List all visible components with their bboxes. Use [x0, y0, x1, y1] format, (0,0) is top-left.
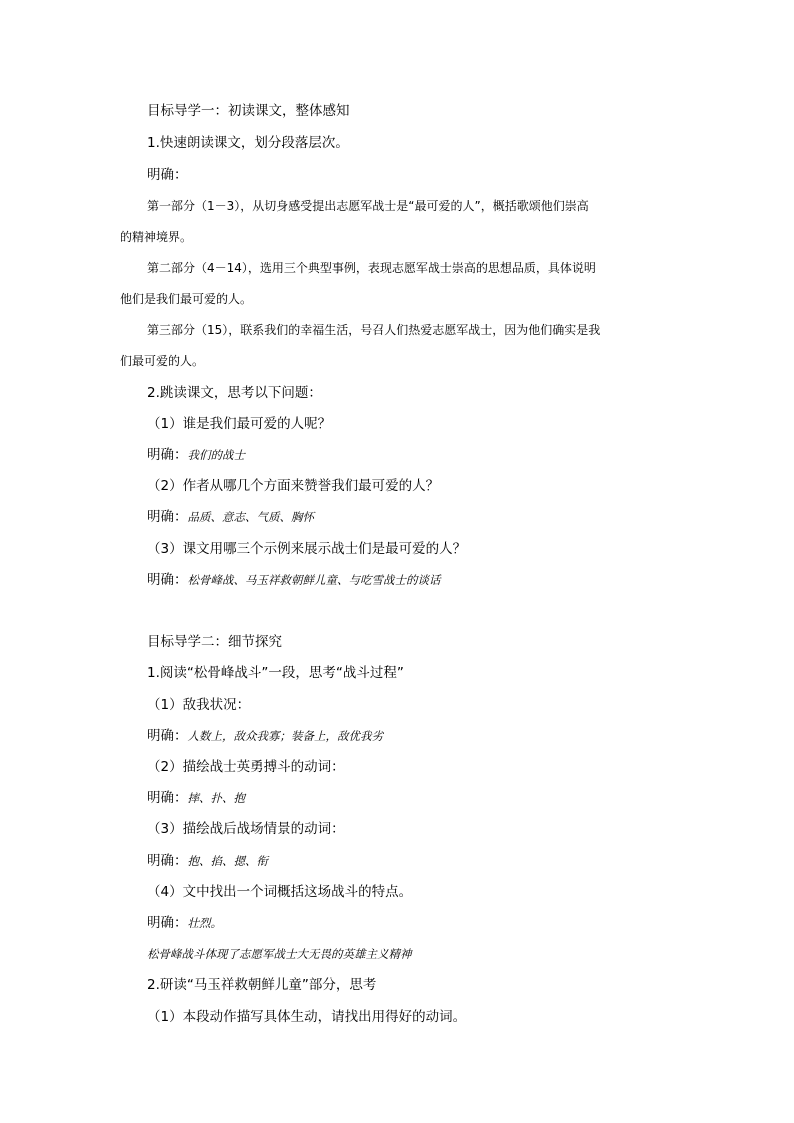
answer-line — [147, 446, 245, 464]
answer-line — [147, 914, 222, 932]
answer-text: 我们的战士 — [187, 448, 245, 462]
sub-question: （1）敌我状况： — [147, 697, 251, 713]
answer-text: 抱、掐、摁、衔 — [187, 854, 268, 868]
answer-label: 明确： — [147, 447, 188, 463]
section-heading: 目标导学一：初读课文，整体感知 — [147, 103, 350, 119]
part-text: 第一部分（1－3），从切身感受提出志愿军战士是“最可爱的人”，概括歌颂他们崇高 — [147, 199, 589, 213]
part-text: 第三部分（15），联系我们的幸福生活，号召人们热爱志愿军战士，因为他们确实是我 — [147, 323, 601, 337]
sub-question: （1）谁是我们最可爱的人呢？ — [147, 416, 332, 432]
answer-line — [147, 571, 441, 589]
answer-label: 明确： — [147, 572, 188, 588]
part-text: 第二部分（4－14），选用三个典型事例，表现志愿军战士崇高的思想品质，具体说明 — [147, 261, 596, 275]
answer-label: 明确： — [147, 167, 188, 183]
part-text: 的精神境界。 — [120, 230, 193, 244]
sub-question: （2）描绘战士英勇搏斗的动词： — [147, 759, 345, 775]
answer-label: 明确： — [147, 915, 188, 931]
section-heading: 目标导学二：细节探究 — [147, 634, 282, 650]
answer-text: 品质、意志、气质、胸怀 — [187, 510, 314, 524]
answer-text: 摔、扑、抱 — [187, 791, 245, 805]
question-title: 1.阅读“松骨峰战斗”一段，思考“战斗过程” — [147, 665, 404, 681]
summary-text: 松骨峰战斗体现了志愿军战士大无畏的英雄主义精神 — [147, 947, 412, 961]
answer-text: 人数上，敌众我寡；装备上，敌优我劣 — [187, 729, 383, 743]
sub-question: （4）文中找出一个词概括这场战斗的特点。 — [147, 884, 413, 900]
answer-line — [147, 789, 245, 807]
sub-question: （1）本段动作描写具体生动，请找出用得好的动词。 — [147, 1009, 467, 1025]
part-text: 他们是我们最可爱的人。 — [120, 292, 253, 306]
sub-question: （3）描绘战后战场情景的动词： — [147, 821, 345, 837]
answer-line — [147, 508, 314, 526]
answer-text: 壮烈。 — [187, 916, 222, 930]
answer-text: 松骨峰战、马玉祥救朝鲜儿童、与吃雪战士的谈话 — [187, 573, 441, 587]
question-title: 2.跳读课文，思考以下问题： — [147, 385, 322, 401]
question-title: 1.快速朗读课文，划分段落层次。 — [147, 135, 349, 151]
sub-question: （2）作者从哪几个方面来赞誉我们最可爱的人？ — [147, 478, 440, 494]
answer-label: 明确： — [147, 509, 188, 525]
answer-label: 明确： — [147, 728, 188, 744]
answer-label: 明确： — [147, 790, 188, 806]
answer-line — [147, 852, 268, 870]
answer-line — [147, 727, 383, 745]
answer-label: 明确： — [147, 853, 188, 869]
part-text: 们最可爱的人。 — [120, 354, 205, 368]
question-title: 2.研读“马玉祥救朝鲜儿童”部分，思考 — [147, 977, 377, 993]
sub-question: （3）课文用哪三个示例来展示战士们是最可爱的人？ — [147, 541, 467, 557]
